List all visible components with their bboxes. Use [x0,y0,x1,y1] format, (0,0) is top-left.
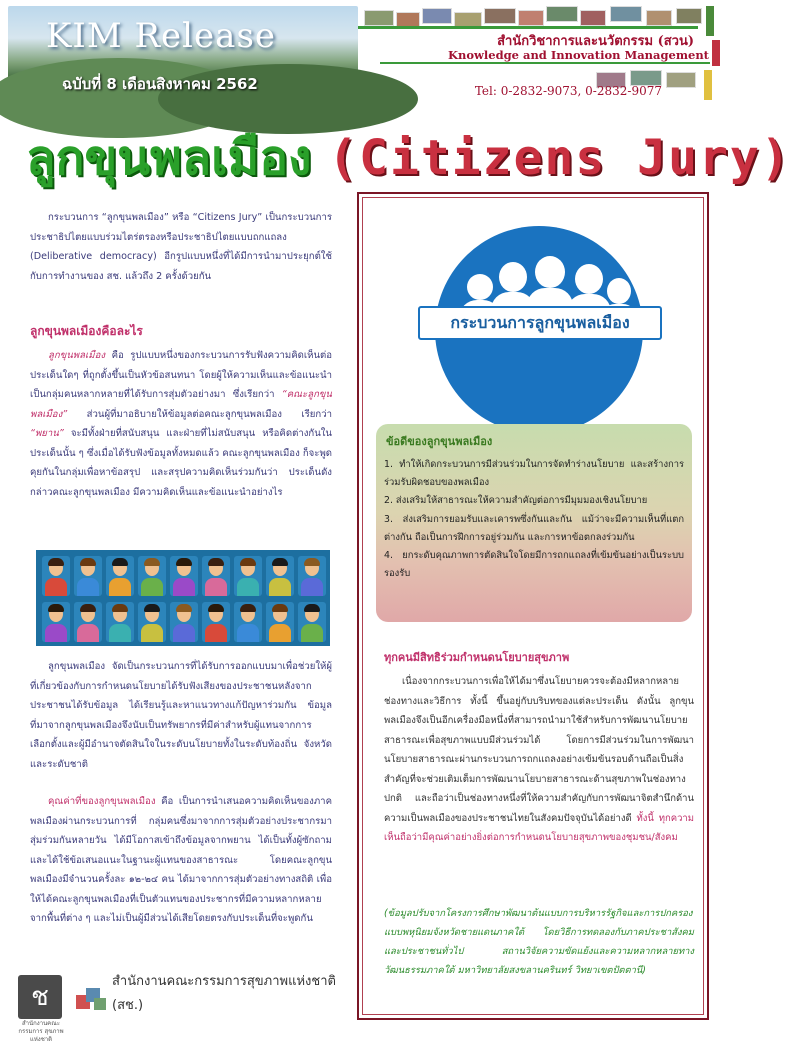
face-illustration [138,556,166,596]
department-name-en: Knowledge and Innovation Management [447,48,709,62]
citizens-faces-illustration [36,550,330,646]
face-illustration [298,556,326,596]
section-heading-what: ลูกขุนพลเมืองคือละไร [30,324,143,338]
list-item: 3. ส่งเสริมการยอมรับและเคารพซึ่งกันและกัน แม้ว่าจะมีความเห็นที่แตกต่างกัน ถือเป็นการฝึกการอยู่ร่วมกัน และการหาข้อตกลงร่วมกัน [384,513,684,543]
photo-thumbnail [580,10,606,26]
page-title [26,120,792,196]
photo-thumbnail [518,10,544,26]
face-illustration [42,556,70,596]
face-illustration [202,602,230,642]
rights-emphasis: ทั้งนี้ ทุกความเห็นถือว่ามีคุณค่าอย่างยิ่งต่อการกำหนดนโยบายสุขภาพของชุมชน/สังคม [384,812,694,843]
photo-thumbnail [610,6,642,22]
face-illustration [170,556,198,596]
face-illustration [74,556,102,596]
department-name-th: สำนักวิชาการและนวัตกรรม (สวน) [497,34,694,49]
face-illustration [266,556,294,596]
rights-heading: ทุกคนมีสิทธิร่วมกำหนดนโยบายสุขภาพ [384,651,570,664]
advantages-list [384,456,684,583]
term-citizens-jury: ลูกขุนพลเมือง [48,350,106,361]
face-illustration [234,602,262,642]
list-item: 2. ส่งเสริมให้สาธารณะให้ความสำคัญต่อการมีมุมมองเชิงนโยบาย [384,495,648,507]
edge-decoration [704,70,712,100]
photo-thumbnail [484,8,516,24]
organization-name: สำนักงานคณะกรรมการสุขภาพแห่งชาติ (สช.) [112,974,336,1013]
photo-thumbnail [646,10,672,26]
telephone: Tel: 0-2832-9073, 0-2832-9077 [474,84,662,98]
source-note: (ข้อมูลปรับจากโครงการศึกษาพัฒนาต้นแบบการบริหารรัฐกิจและการปกครองแบบพหุนิยมจังหวัดชายแดนภาคใต้ โดยวิธีการทดลองกับภาคประชาสังคมและประชาชนทั่วไป สถานวิจัยความขัดแย้งและความหลากหลายทางวัฒนธรรมภาคใต้ มหาวิทยาลัยสงขลานครินทร์ วิทยาเขตปัตตานี) [384,908,694,976]
logo-caption: สำนักงานคณะกรรมการ สุขภาพแห่งชาติ [18,1020,64,1043]
photo-thumbnail [676,8,702,24]
face-illustration [234,556,262,596]
photo-thumbnail [364,10,394,26]
edge-decoration [712,40,720,66]
face-illustration [266,602,294,642]
term-jury: “คณะลูกขุนพลเมือง” [30,389,332,420]
header-divider [380,62,710,64]
intro-paragraph: กระบวนการ “ลูกขุนพลเมือง” หรือ “Citizens Jury” เป็นกระบวนการประชาธิปไตยแบบร่วมไตร่ตรองหรือประชาธิปไตยแบบถกแถลง (Deliberative democracy) อีกรูปแบบหนึ่งที่ได้มีการนำมาประยุกต์ใช้กับการทำงานของ สช. แล้วถึง 2 ครั้งด้วยกัน [30,212,332,282]
face-illustration [202,556,230,596]
advantages-title: ข้อดีของลูกขุนพลเมือง [386,435,493,448]
qualities-lead: คุณค่าที่ของลูกขุนพลเมือง [48,796,156,807]
qualities-paragraph: คุณค่าที่ของลูกขุนพลเมือง คือ เป็นการนำเสนอความคิดเห็นของภาคพลเมืองผ่านกระบวนการที่ กลุ่มคนซึ่งมาจากการสุ่มตัวอย่างประชากรมาสุ่มร่วมกันหลายวัน ได้มีโอกาสเข้าถึงข้อมูลจากพยาน ได้เป็นทั้งผู้ซักถาม และได้ใช้ข้อเสนอแนะในฐานะผู้แทนของสาธารณะ โดยคณะลูกขุนพลเมืองมีจำนวนครั้งละ ๑๒-๒๔ คน ได้มาจากการสุ่มตัวอย่างทางสถิติ เพื่อให้ได้คณะลูกขุนพลเมืองที่เป็นตัวแทนของประชากรที่มีความหลากหลายจากพื้นที่ต่าง ๆ และไม่เป็นผู้มีส่วนได้เสียโดยตรงกับประเด็นที่จะพูดกัน [30,796,332,924]
edge-decoration [706,6,714,36]
header-divider [358,26,698,29]
decor-square [94,998,106,1010]
face-illustration [74,602,102,642]
face-illustration [138,602,166,642]
title-english: (Citizens Jury) [328,130,792,186]
face-illustration [106,556,134,596]
definition-paragraph: ลูกขุนพลเมือง คือ รูปแบบหนึ่งของกระบวนการรับฟังความคิดเห็นต่อประเด็นใดๆ ที่ถูกตั้งขึ้นเป็นหัวข้อสนทนา โดยผู้ให้ความเห็นและข้อแนะนำเป็นกลุ่มคนหลากหลายที่ได้รับการสุ่มตัวอย่างมา ซึ่งเรียกว่า “คณะลูกขุนพลเมือง” ส่วนผู้ที่มาอธิบายให้ข้อมูลต่อคณะลูกขุนพลเมือง เรียกว่า “พยาน” จะมีทั้งฝ่ายที่สนับสนุน และฝ่ายที่ไม่สนับสนุน หรือคิดต่างกันในประเด็นนั้น ๆ ซึ่งเมื่อได้รับฟังข้อมูลทั้งหมดแล้ว คณะลูกขุนพลเมือง ก็จะพูดคุยกันในกลุ่มเพื่อหาข้อสรุป และสรุปความคิดเห็นร่วมกันว่า ประเด็นดังกล่าวคณะลูกขุนพลเมือง มีความคิดเห็นและข้อแนะนำอย่างไร [30,350,332,498]
face-illustration [42,602,70,642]
list-item: 1. ทำให้เกิดกระบวนการมีส่วนร่วมในการจัดทำร่างนโยบาย และสร้างการร่วมรับผิดชอบของพลเมือง [384,459,684,489]
rights-paragraph: เนื่องจากกระบวนการเพื่อให้ได้มาซึ่งนโยบายควรจะต้องมีหลากหลายช่องทางและวิธีการ ทั้งนี้ ขึ้นอยู่กับบริบทของแต่ละประเด็น ดังนั้น ลูกขุนพลเมืองจึงเป็นอีกเครื่องมือหนึ่งที่สามารถนำมาใช้สำหรับการพัฒนานโยบายสาธารณะเพื่อสุขภาพแบบมีส่วนร่วมได้ โดยการมีส่วนร่วมในการพัฒนานโยบายสาธารณะผ่านกระบวนการถกแถลงอย่างเข้มข้นรอบด้านถือเป็นสิ่งสำคัญที่จะช่วยเติมเต็มการพัฒนานโยบายสาธารณะด้านสุขภาพในช่องทางปกติ และถือว่าเป็นช่องทางหนึ่งที่ให้ความสำคัญกับการพัฒนาจิตสำนึกด้านความเป็นพลเมืองของประชาชนไทยในสังคมปัจจุบันได้อย่างดี ทั้งนี้ ทุกความเห็นถือว่ามีคุณค่าอย่างยิ่งต่อการกำหนดนโยบายสุขภาพของชุมชน/สังคม [384,676,694,843]
issue-label: ฉบับที่ 8 เดือนสิงหาคม 2562 [62,75,258,93]
face-illustration [106,602,134,642]
nhco-logo: ช [18,975,62,1019]
term-witness: “พยาน” [30,428,64,439]
list-item: 4. ยกระดับคุณภาพการตัดสินใจโดยมีการถกแถลงที่เข้มข้นอย่างเป็นระบบรองรับ [384,550,684,580]
face-illustration [298,602,326,642]
graphic-label: กระบวนการลูกขุนพลเมือง [450,313,630,332]
photo-thumbnail [666,72,696,88]
photo-thumbnail [546,6,578,22]
photo-thumbnail [422,8,452,24]
newsletter-name: KIM Release [46,16,277,56]
process-paragraph: ลูกขุนพลเมือง จัดเป็นกระบวนการที่ได้รับการออกแบบมาเพื่อช่วยให้ผู้ที่เกี่ยวข้องกับการกำหนดนโยบายได้รับฟังเสียงของประชาชนหลังจากประชาชนได้รับข้อมูล ได้เรียนรู้และหาแนวทางแก้ปัญหาร่วมกัน ข้อมูลที่มาจากลูกขุนพลเมืองจึงนับเป็นทรัพยากรที่มีค่าสำหรับผู้แทนจากการเลือกตั้งและผู้มีอำนาจตัดสินใจในระดับนโยบายทั้งในระดับท้องถิ่น จังหวัด และระดับชาติ [30,661,332,770]
title-thai: ลูกขุนพลเมือง [26,130,312,186]
face-illustration [170,602,198,642]
